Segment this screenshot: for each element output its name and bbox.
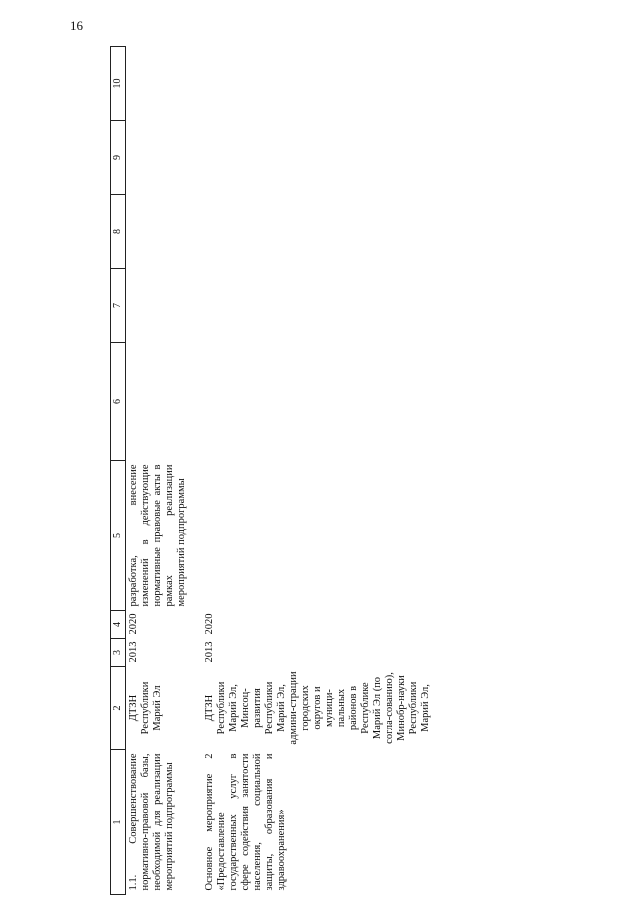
activity-name: 1.1. Совершенствование нормативно-правовой базы, необходимой для реализации мероприятий подпрограммы (128, 753, 175, 891)
cell (126, 195, 191, 269)
cell (190, 47, 434, 121)
header-cell: 8 (111, 195, 126, 269)
activity-name: Основное мероприятие 2 «Предоставление государственных услуг в сфере содействия занятости населения, социальной защиты, образования и здравоохранения» (204, 753, 287, 891)
header-cell: 9 (111, 121, 126, 195)
activities-table (110, 46, 434, 895)
rotated-table-sheet (110, 47, 530, 895)
header-cell: 2 (111, 667, 126, 750)
cell (126, 121, 191, 195)
cell (190, 121, 434, 195)
table-row (190, 47, 434, 895)
table-header-row (111, 47, 126, 895)
header-cell: 4 (111, 611, 126, 639)
cell (126, 343, 191, 461)
header-cell: 1 (111, 750, 126, 895)
page-number: 16 (70, 18, 83, 33)
cell (126, 47, 191, 121)
start-year: 2013 (204, 641, 215, 663)
header-cell: 7 (111, 269, 126, 343)
start-year: 2013 (128, 641, 139, 663)
end-year: 2020 (204, 613, 215, 635)
header-cell: 3 (111, 639, 126, 667)
cell (126, 269, 191, 343)
header-cell: 5 (111, 461, 126, 611)
header-cell: 10 (111, 47, 126, 121)
end-year: 2020 (128, 613, 139, 635)
cell (190, 269, 434, 343)
executor: ДТЗН Республики Марий Эл (128, 681, 163, 735)
table-row (126, 47, 191, 895)
expected-result (190, 461, 434, 611)
cell (190, 343, 434, 461)
cell (190, 195, 434, 269)
expected-result: разработка, внесение изменений в действующие нормативные правовые акты в рамках реализации мероприятий подпрограммы (128, 464, 187, 607)
executor: ДТЗН Республики Марий Эл, Минсоц-развития Республики Марий Эл, админи-страции городских округов и муници-пальных районов в Республике Марий Эл (по согла-сованию), Минобр-науки Республики Марий Эл, (204, 671, 431, 745)
header-cell: 6 (111, 343, 126, 461)
